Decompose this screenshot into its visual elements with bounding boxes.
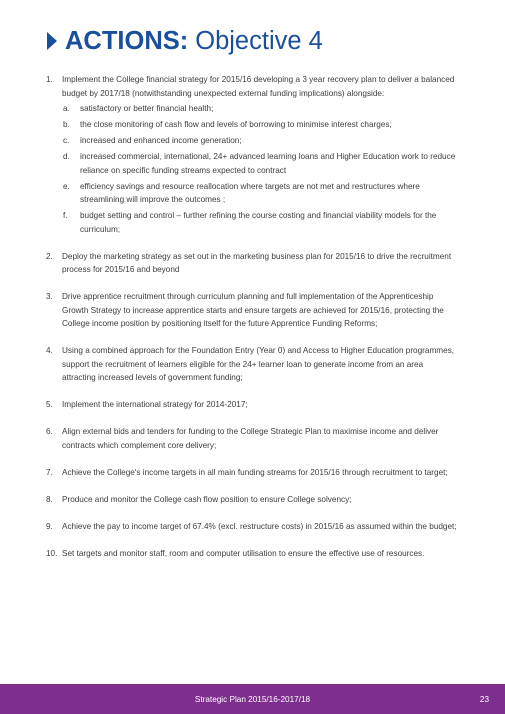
heading-objective: Objective 4 bbox=[195, 27, 323, 55]
item-number: 7. bbox=[46, 467, 53, 477]
sub-list-item bbox=[62, 180, 457, 207]
page-heading bbox=[47, 26, 323, 56]
actions-list bbox=[0, 73, 505, 574]
list-item bbox=[0, 493, 505, 507]
item-number: 5. bbox=[46, 400, 53, 409]
item-text: Deploy the marketing strategy as set out in the marketing business plan for 2015/16 to drive the recruitment process for 2015/16 and beyond bbox=[62, 251, 452, 274]
item-text: Set targets and monitor staff, room and computer utilisation to ensure the effective use of resources. bbox=[62, 548, 425, 558]
heading-actions: ACTIONS: bbox=[65, 27, 189, 55]
list-item bbox=[0, 250, 505, 277]
list-item bbox=[0, 344, 505, 385]
sub-letter: b. bbox=[63, 120, 70, 129]
item-number: 4. bbox=[46, 346, 53, 355]
list-item bbox=[0, 73, 505, 236]
item-text: Drive apprentice recruitment through curriculum planning and full implementation of the Apprenticeship Growth Strategy to increase apprentice starts and ensure targets are achieved for 2015/16, protecting the College income position by positioning itself for the future Apprentice Funding Reforms; bbox=[62, 292, 444, 328]
item-text: Implement the international strategy for 2014-2017; bbox=[62, 400, 248, 409]
sub-text: efficiency savings and resource reallocation where targets are not met and restructures where streamlining will improve the outcomes ; bbox=[80, 181, 420, 204]
page-number: 23 bbox=[479, 695, 489, 704]
list-item bbox=[0, 466, 505, 480]
item-number: 8. bbox=[46, 494, 53, 504]
sub-text: increased and enhanced income generation; bbox=[80, 136, 242, 145]
sub-list-item bbox=[62, 209, 457, 236]
item-number: 2. bbox=[46, 251, 53, 261]
sub-list-item bbox=[62, 150, 457, 177]
sub-letter: f. bbox=[63, 211, 68, 220]
item-number: 10. bbox=[46, 548, 58, 558]
sub-text: budget setting and control – further refining the course costing and financial viability models for the curriculum; bbox=[80, 211, 437, 234]
play-arrow-icon bbox=[47, 32, 57, 50]
item-number: 6. bbox=[46, 427, 53, 436]
list-item bbox=[0, 398, 505, 412]
item-text: Achieve the College's income targets in all main funding streams for 2015/16 through recruitment to target; bbox=[62, 467, 448, 477]
list-item bbox=[0, 425, 505, 452]
item-number: 1. bbox=[46, 75, 53, 84]
item-text: Using a combined approach for the Foundation Entry (Year 0) and Access to Higher Education programmes, support the recruitment of learners eligible for the 24+ learner loan to generate income from an area attracting increased levels of government funding; bbox=[62, 346, 455, 382]
sub-list-item bbox=[62, 134, 457, 148]
sub-letter: a. bbox=[63, 104, 70, 113]
sub-letter: e. bbox=[63, 181, 70, 191]
sub-text: increased commercial, international, 24+ advanced learning loans and Higher Education work to reduce reliance on specific funding streams expected to contract bbox=[80, 152, 456, 175]
item-text: Implement the College financial strategy for 2015/16 developing a 3 year recovery plan to deliver a balanced budget by 2017/18 (notwithstanding unexpected external funding implications) alongside: bbox=[62, 75, 455, 98]
item-text: Produce and monitor the College cash flow position to ensure College solvency; bbox=[62, 494, 352, 504]
list-item bbox=[0, 520, 505, 534]
item-text: Achieve the pay to income target of 67.4% (excl. restructure costs) in 2015/16 as assumed within the budget; bbox=[62, 521, 457, 531]
footer-title: Strategic Plan 2015/16-2017/18 bbox=[194, 695, 311, 704]
sub-letter: d. bbox=[63, 152, 70, 161]
list-item bbox=[0, 547, 505, 561]
page-footer bbox=[0, 684, 505, 714]
sub-text: satisfactory or better financial health; bbox=[80, 104, 214, 113]
sub-list bbox=[62, 102, 457, 236]
item-number: 9. bbox=[46, 521, 53, 531]
sub-list-item bbox=[62, 102, 457, 116]
list-item bbox=[0, 290, 505, 331]
sub-list-item bbox=[62, 118, 457, 132]
item-text: Align external bids and tenders for funding to the College Strategic Plan to maximise income and deliver contracts which complement core delivery; bbox=[62, 427, 439, 450]
sub-text: the close monitoring of cash flow and levels of borrowing to minimise interest charges; bbox=[80, 120, 392, 129]
sub-letter: c. bbox=[63, 136, 70, 145]
item-number: 3. bbox=[46, 292, 53, 301]
